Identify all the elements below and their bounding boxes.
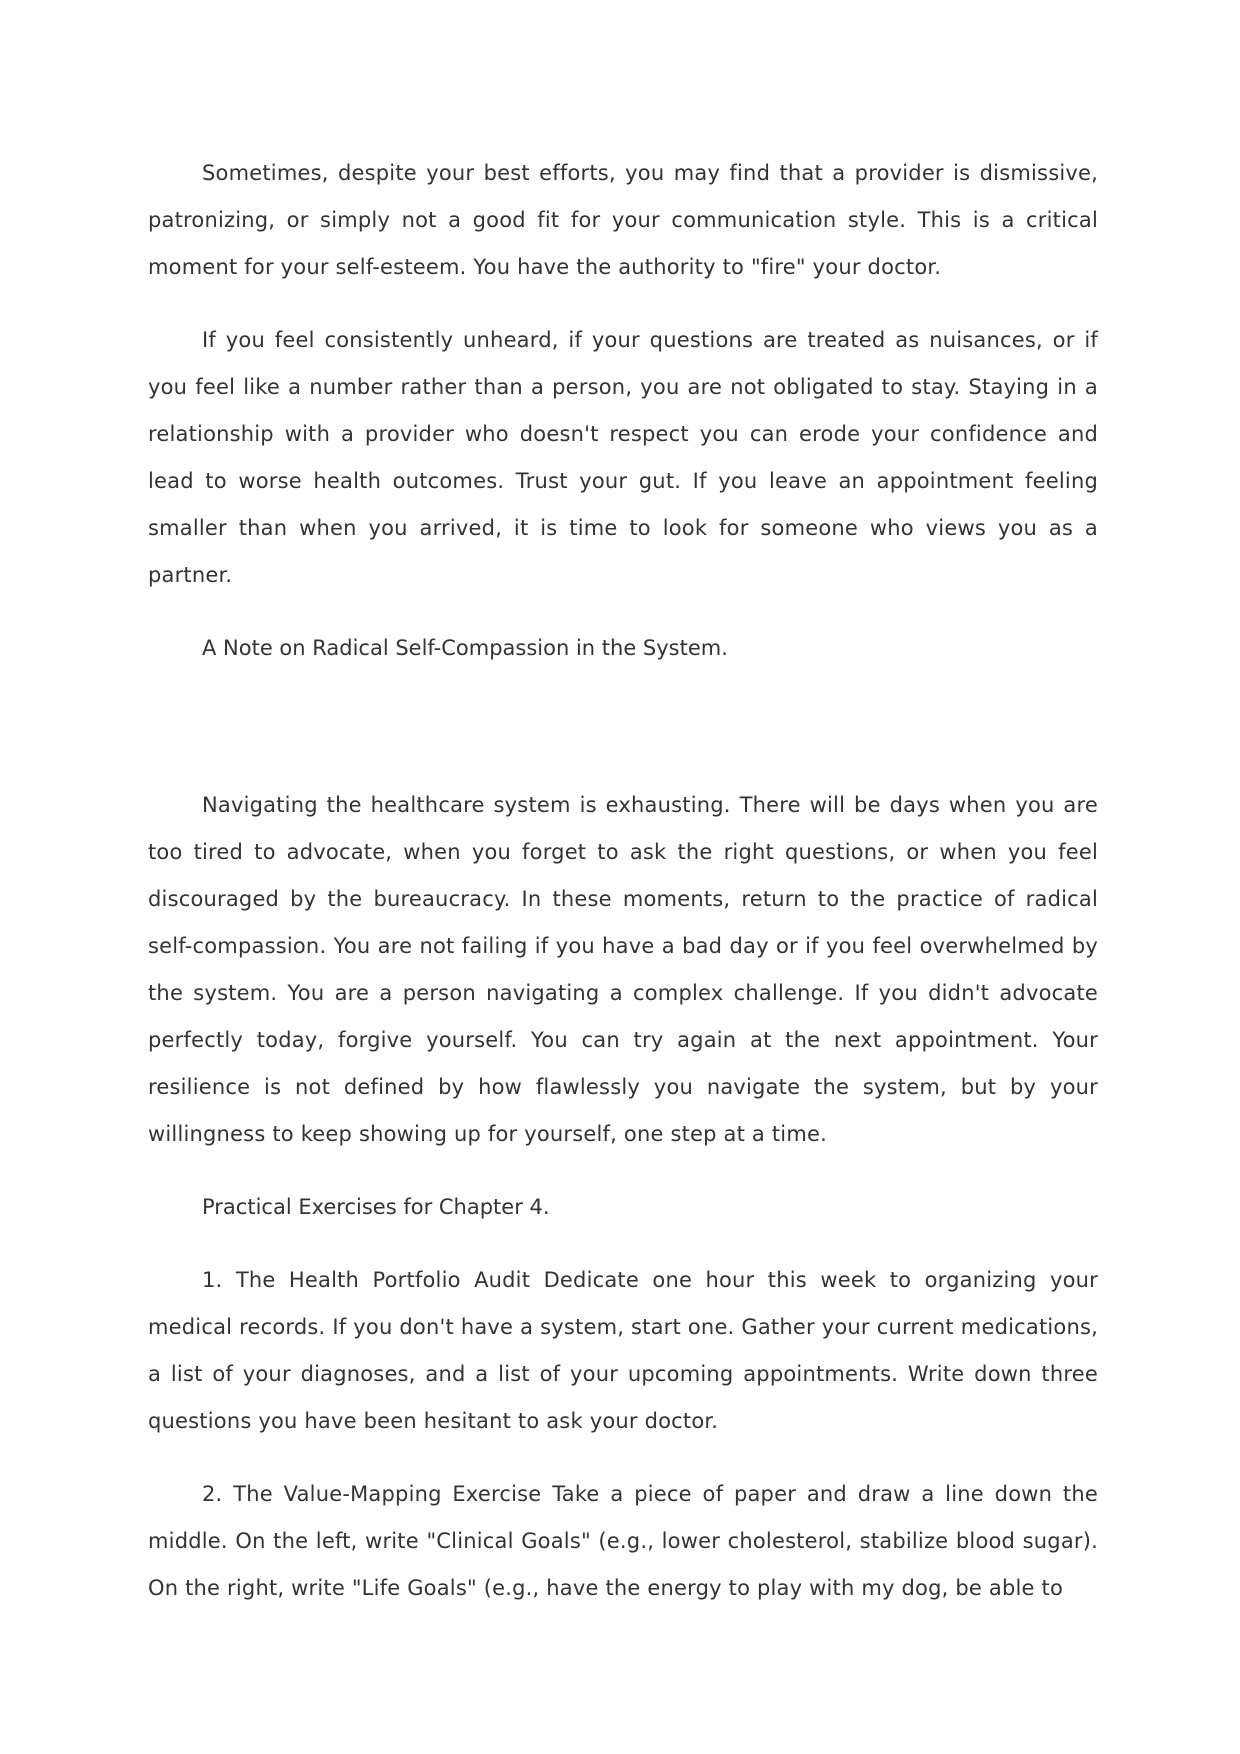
exercise-value-mapping: 2. The Value-Mapping Exercise Take a piece of paper and draw a line down the middle. On the left, write "Clinical Goals" (e.g., lower cholesterol, stabilize blood sugar). On the right, write "Life Goals" (e.g., have the energy to play with my dog, be able to — [148, 1482, 1098, 1600]
section-heading-self-compassion: A Note on Radical Self-Compassion in the System. — [202, 636, 728, 660]
paragraph-navigating-system: Navigating the healthcare system is exhausting. There will be days when you are too tired to advocate, when you forget to ask the right questions, or when you feel discouraged by the bureaucracy. In these moments, return to the practice of radical self-compassion. You are not failing if you have a bad day or if you feel overwhelmed by the system. You are a person navigating a complex challenge. If you didn't advocate perfectly today, forgive yourself. You can try again at the next appointment. Your resilience is not defined by how flawlessly you navigate the system, but by your willingness to keep showing up for yourself, one step at a time. — [148, 793, 1098, 1146]
paragraph-fire-your-doctor: Sometimes, despite your best efforts, you may find that a provider is dismissive, patronizing, or simply not a good fit for your communication style. This is a critical moment for your self-esteem. You have the authority to "fire" your doctor. — [148, 161, 1098, 279]
section-heading-exercises: Practical Exercises for Chapter 4. — [202, 1195, 550, 1219]
exercise-health-portfolio-audit: 1. The Health Portfolio Audit Dedicate one hour this week to organizing your medical records. If you don't have a system, start one. Gather your current medications, a list of your diagnoses, and a list of your upcoming appointments. Write down three questions you have been hesitant to ask your doctor. — [148, 1268, 1098, 1433]
paragraph-trust-your-gut: If you feel consistently unheard, if your questions are treated as nuisances, or if you feel like a number rather than a person, you are not obligated to stay. Staying in a relationship with a provider who doesn't respect you can erode your confidence and lead to worse health outcomes. Trust your gut. If you leave an appointment feeling smaller than when you arrived, it is time to look for someone who views you as a partner. — [148, 328, 1098, 587]
section-spacer — [148, 698, 1098, 782]
document-body — [148, 150, 1098, 1612]
